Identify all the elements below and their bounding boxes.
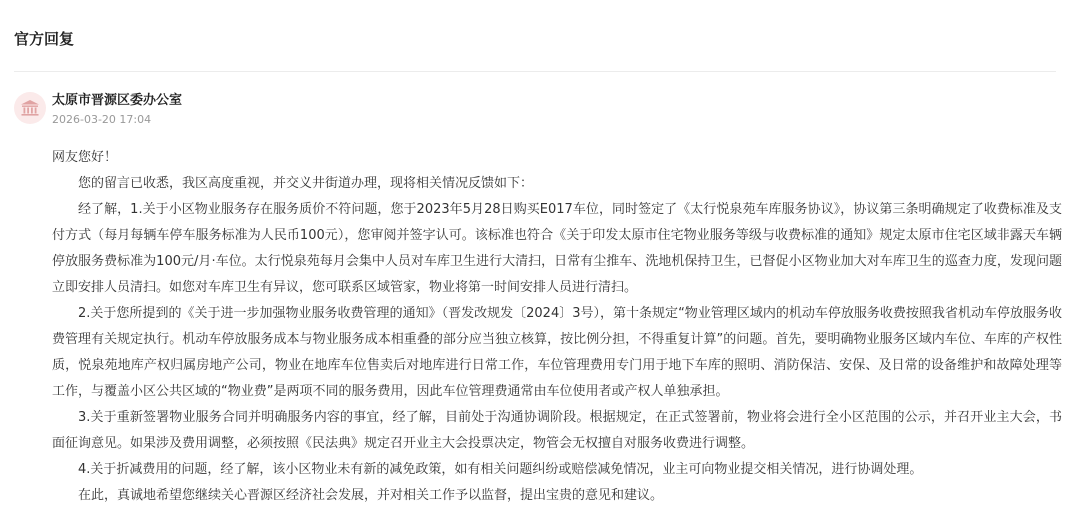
reply-timestamp: 2026-03-20 17:04: [52, 113, 152, 126]
reply-paragraph: 经了解，1.关于小区物业服务存在服务质价不符问题，您于2023年5月28日购买E017车位，同时签定了《太行悦泉苑车库服务协议》，协议第三条明确规定了收费标准及支付方式（每月每辆车停车服务标准为人民币100元），您审阅并签字认可。该标准也符合《关于印发太原市住宅物业服务等级与收费标准的通知》规定太原市住宅区域非露天车辆停放服务费标准为100元/月·车位。太行悦泉苑每月会集中人员对车库卫生进行大清扫，日常有尘推车、洗地机保持卫生，已督促小区物业加大对车库卫生的巡查力度，发现问题立即安排人员清扫。如您对车库卫生有异议，您可联系区域管家，物业将第一时间安排人员进行清扫。: [52, 202, 1063, 295]
official-reply-title: 官方回复: [14, 30, 75, 48]
reply-body: [52, 145, 1062, 509]
reply-paragraph: 在此，真诚地希望您继续关心晋源区经济社会发展，并对相关工作予以监督，提出宝贵的意见和建议。: [78, 488, 664, 503]
reply-greeting: 网友您好！: [52, 150, 118, 165]
avatar: [14, 92, 46, 124]
reply-paragraph: 您的留言已收悉，我区高度重视，并交义井街道办理，现将相关情况反馈如下：: [78, 176, 534, 191]
reply-paragraph: 2.关于您所提到的《关于进一步加强物业服务收费管理的通知》（晋发改规发〔2024〕3号），第十条规定“物业管理区域内的机动车停放服务收费按照我省机动车停放服务收费管理有关规定执行。机动车停放服务成本与物业服务成本相重叠的部分应当独立核算，按比例分担，不得重复计算”的问题。首先，要明确物业服务区域内车位、车库的产权性质，悦泉苑地库产权归属房地产公司，物业在地库车位售卖后对地库进行日常工作，车位管理费用专门用于地下车库的照明、消防保洁、安保、及日常的设备维护和故障处理等工作，与覆盖小区公共区域的“物业费”是两项不同的服务费用，因此车位管理费通常由车位使用者或产权人单独承担。: [52, 306, 1062, 399]
reply-paragraph: 3.关于重新签署物业服务合同并明确服务内容的事宜，经了解，目前处于沟通协调阶段。根据规定，在正式签署前，物业将会进行全小区范围的公示，并召开业主大会，书面征询意见。如果涉及费用调整，必须按照《民法典》规定召开业主大会投票决定，物管会无权擅自对服务收费进行调整。: [52, 410, 1062, 451]
replier-name: 太原市晋源区委办公室: [52, 93, 183, 108]
section-divider: [14, 71, 1056, 72]
reply-paragraph: 4.关于折减费用的问题，经了解，该小区物业未有新的减免政策，如有相关问题纠纷或赔偿减免情况，业主可向物业提交相关情况，进行协调处理。: [78, 462, 923, 477]
government-building-icon: [20, 98, 40, 118]
